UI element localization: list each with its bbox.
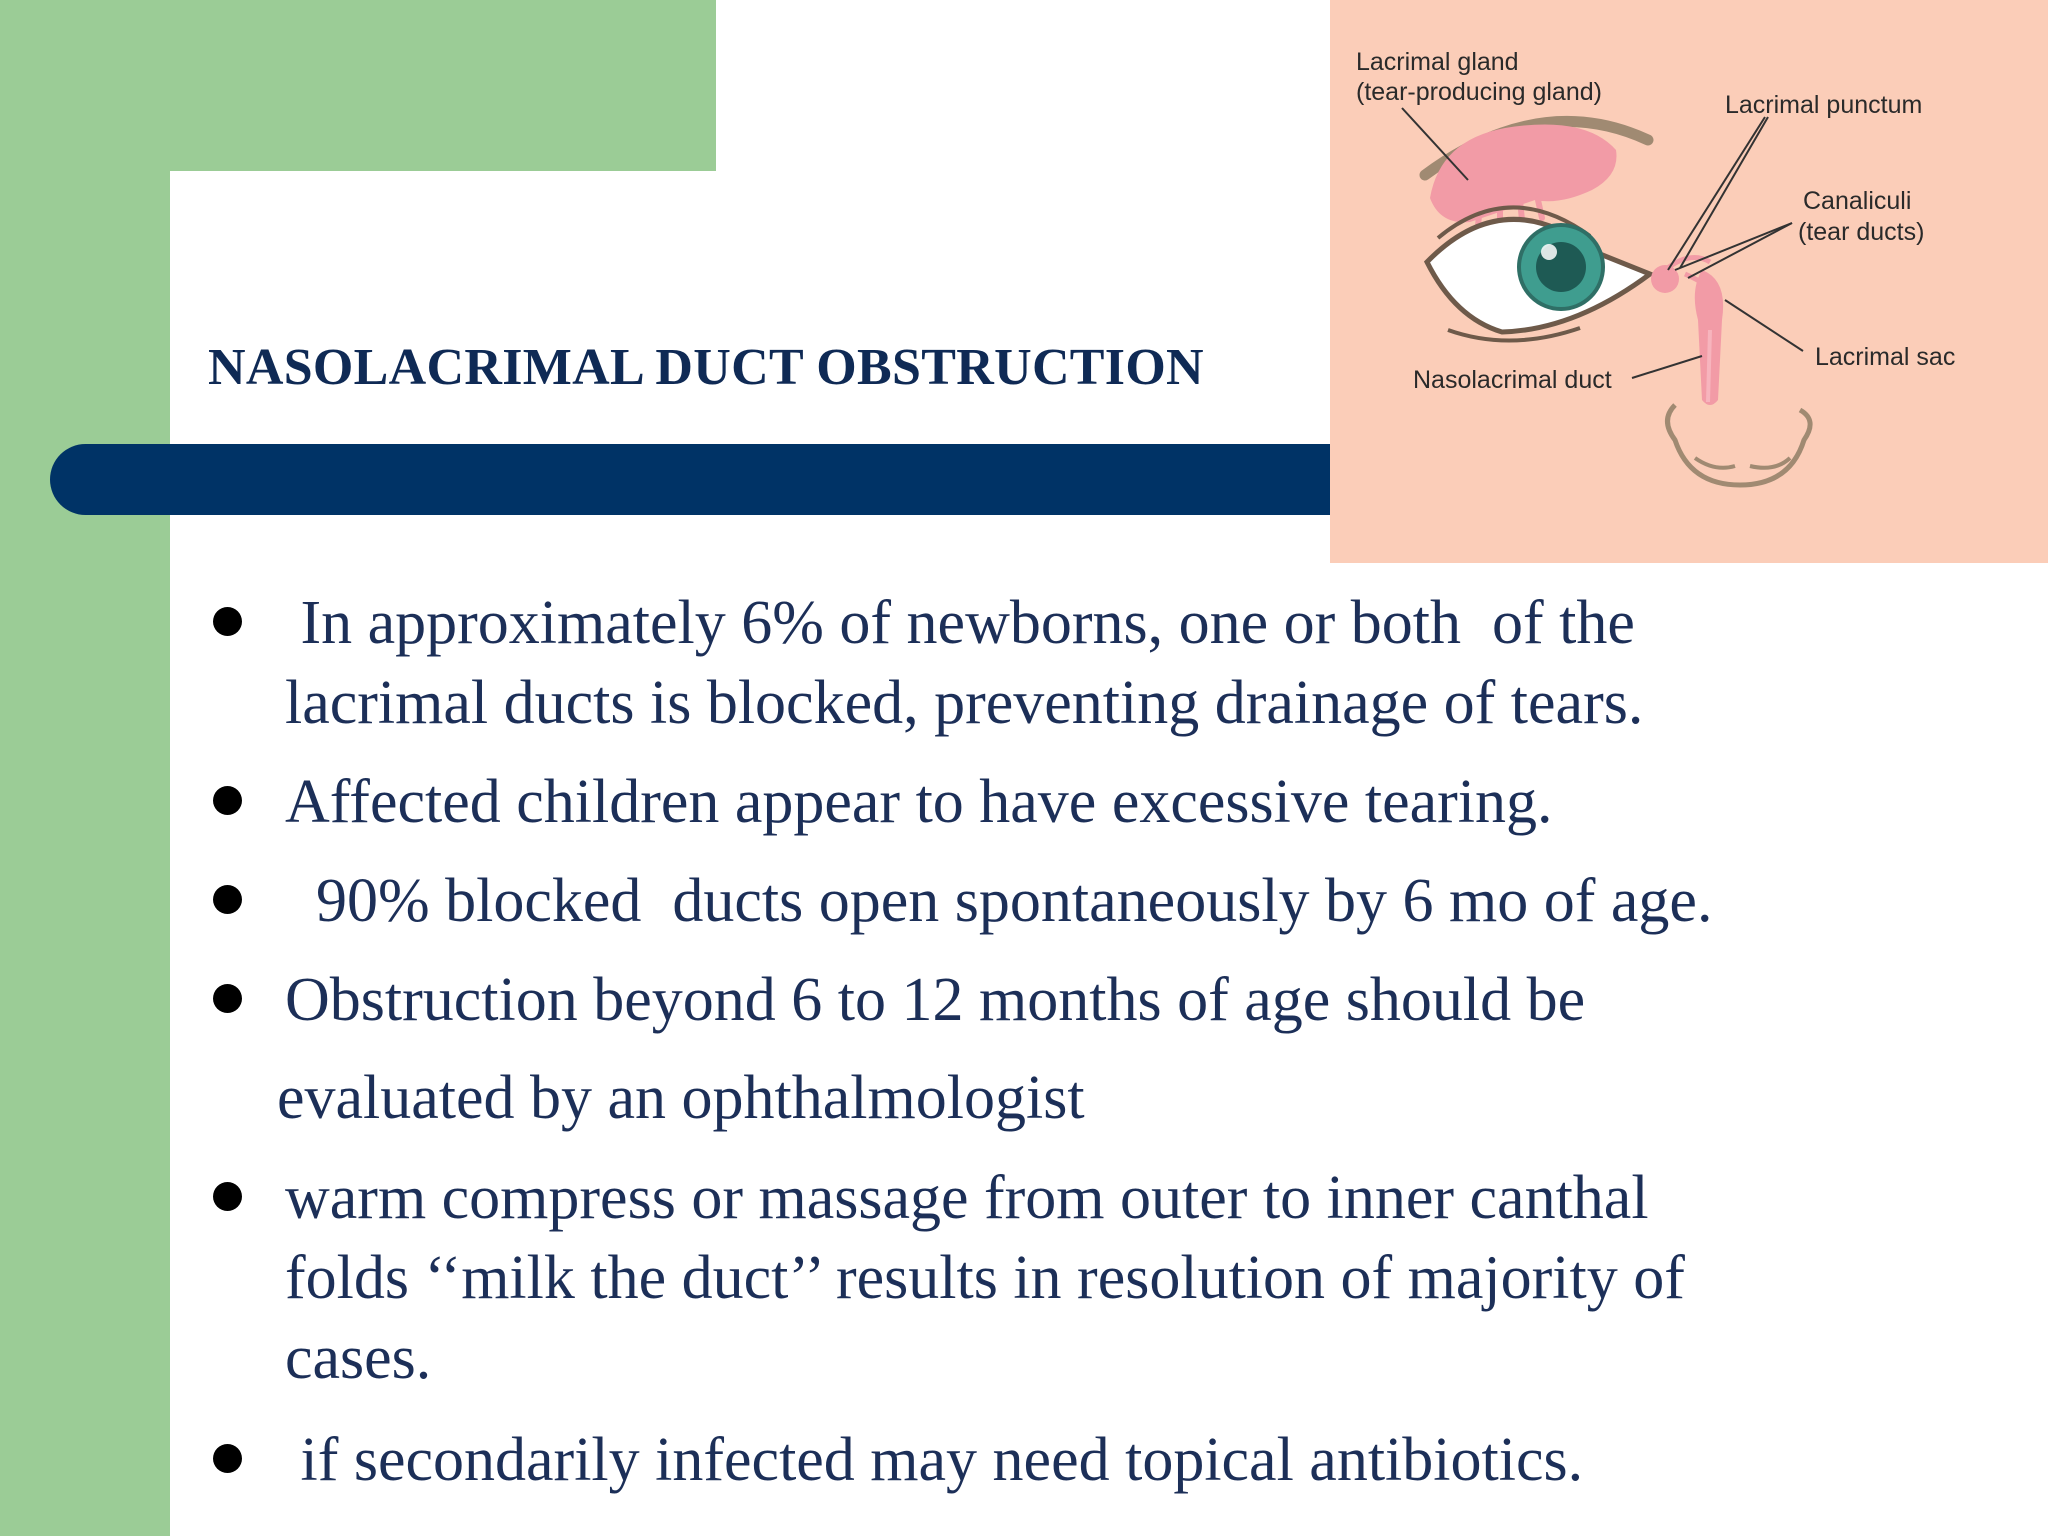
label-canaliculi-sub: (tear ducts)	[1798, 218, 1925, 246]
bullet-dot	[213, 1182, 242, 1211]
bullet-line: warm compress or massage from outer to inner canthal	[285, 1164, 1649, 1232]
label-nasolacrimal-duct: Nasolacrimal duct	[1413, 366, 1612, 394]
top-green-block	[0, 0, 716, 171]
left-green-strip	[0, 0, 170, 1536]
label-lacrimal-gland: Lacrimal gland	[1356, 48, 1519, 76]
bullet-line: folds ‘‘milk the duct’’ results in resolution of majority of	[285, 1244, 1685, 1312]
label-lacrimal-sac: Lacrimal sac	[1815, 343, 1956, 371]
bullet-dot	[213, 607, 242, 636]
bullet-line: 90% blocked ducts open spontaneously by 6 mo of age.	[285, 867, 1713, 935]
lacrimal-system-illustration	[1330, 0, 2048, 563]
nostril-left	[1695, 458, 1735, 468]
nasolacrimal-duct	[1708, 330, 1710, 402]
bullet-line: Obstruction beyond 6 to 12 months of age should be	[285, 966, 1586, 1034]
slide-title: NASOLACRIMAL DUCT OBSTRUCTION	[208, 339, 1204, 396]
bullet-line: if secondarily infected may need topical antibiotics.	[285, 1426, 1584, 1494]
label-lacrimal-punctum: Lacrimal punctum	[1725, 91, 1923, 119]
bullet-line: In approximately 6% of newborns, one or both of the	[285, 589, 1635, 657]
bullet-line: lacrimal ducts is blocked, preventing drainage of tears.	[285, 669, 1644, 737]
bullet-dot	[213, 786, 242, 815]
label-lacrimal-gland-sub: (tear-producing gland)	[1356, 78, 1602, 106]
bullet-dot	[213, 885, 242, 914]
lacrimal-diagram	[1330, 0, 2048, 563]
bullet-line: evaluated by an ophthalmologist	[277, 1064, 1085, 1132]
title-underline-bar	[50, 444, 1350, 515]
bullet-dot	[213, 984, 242, 1013]
bullet-line: Affected children appear to have excessive tearing.	[285, 768, 1553, 836]
nose	[1668, 405, 1811, 485]
bullet-line: cases.	[285, 1324, 432, 1392]
nostril-right	[1750, 458, 1790, 468]
eye-highlight	[1541, 244, 1557, 260]
label-canaliculi: Canaliculi	[1803, 187, 1912, 215]
bullet-dot	[213, 1444, 242, 1473]
